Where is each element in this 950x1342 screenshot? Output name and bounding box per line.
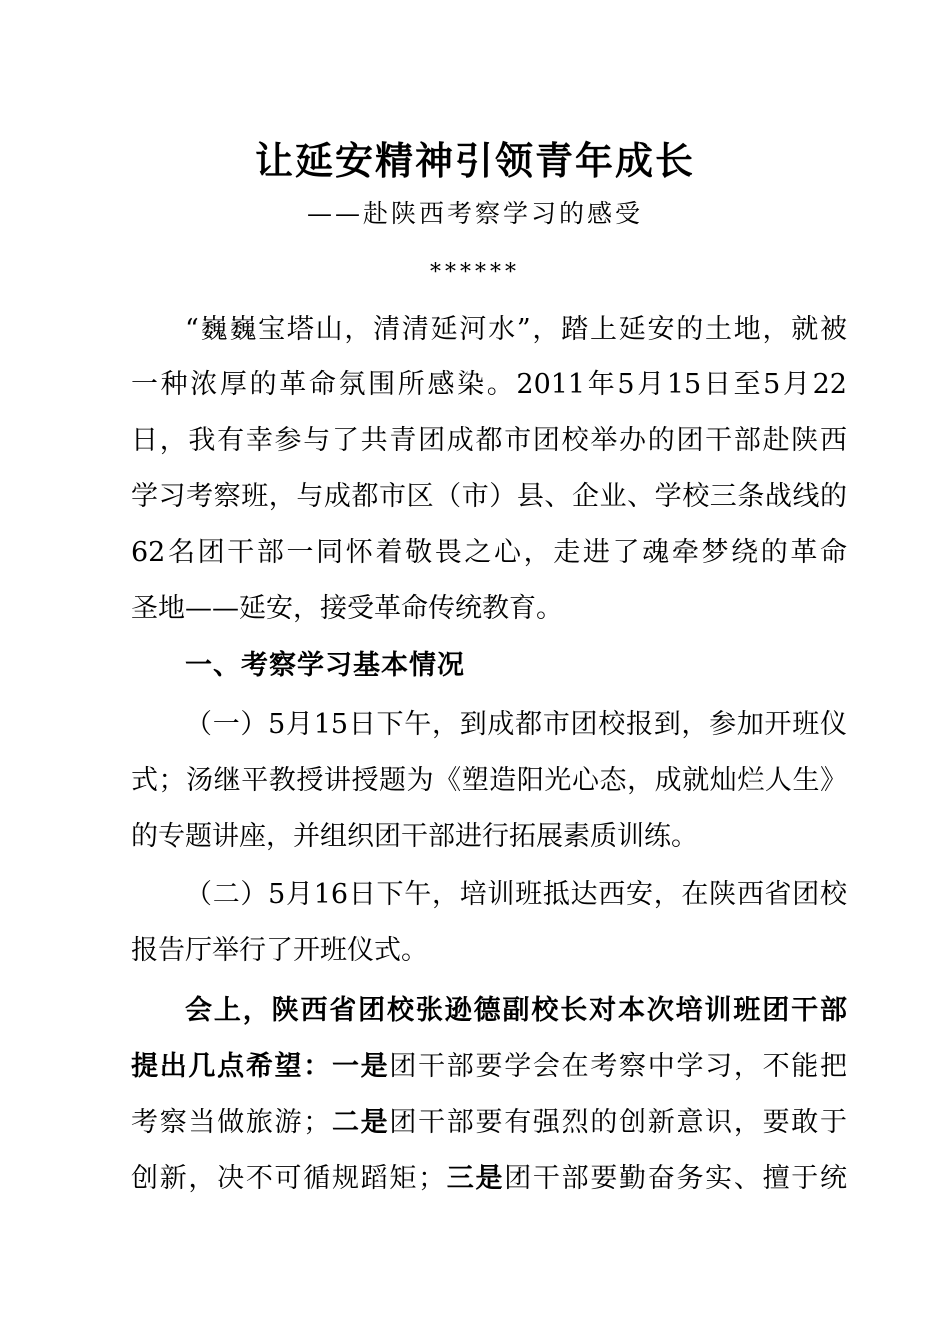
paragraph-line: 62名团干部一同怀着敬畏之心，走进了魂牵梦绕的革命 (131, 537, 847, 568)
paragraph-line: 报告厅举行了开班仪式。 (131, 935, 428, 966)
document-title: 让延安精神引领青年成长 (254, 139, 695, 183)
paragraph-line: 的专题讲座，并组织团干部进行拓展素质训练。 (131, 821, 698, 852)
paragraph-line (131, 1044, 847, 1090)
text-span: 团干部要有强烈的创新意识，要敢于 (389, 1107, 847, 1138)
text-span: 团干部要勤奋务实、擅于统 (504, 1163, 848, 1194)
text-span: 创新，决不可循规蹈矩； (131, 1163, 446, 1194)
paragraph-line: 学习考察班，与成都市区（市）县、企业、学校三条战线的 (131, 481, 847, 512)
bold-text: 提出几点希望：一是 (131, 1051, 390, 1082)
paragraph-line: 会上，陕西省团校张逊德副校长对本次培训班团干部 (185, 995, 847, 1026)
paragraph-line: （一）5月15日下午，到成都市团校报到，参加开班仪 (185, 709, 847, 740)
paragraph-line: 圣地——延安，接受革命传统教育。 (131, 593, 563, 624)
section-heading: 一、考察学习基本情况 (185, 650, 465, 681)
bold-text: 二是 (330, 1107, 390, 1138)
text-span: 考察当做旅游； (131, 1107, 331, 1138)
paragraph-line (131, 1156, 847, 1202)
paragraph-line: 式；汤继平教授讲授题为《塑造阳光心态，成就灿烂人生》 (131, 765, 847, 796)
author-placeholder: ****** (430, 260, 520, 285)
paragraph-line: “巍巍宝塔山，清清延河水”，踏上延安的土地，就被 (185, 314, 847, 345)
paragraph-line: 日，我有幸参与了共青团成都市团校举办的团干部赴陕西 (131, 425, 847, 456)
paragraph-line: （二）5月16日下午，培训班抵达西安，在陕西省团校 (185, 879, 847, 910)
paragraph-line (131, 1100, 847, 1146)
text-span: 团干部要学会在考察中学习，不能把 (389, 1051, 847, 1082)
paragraph-line: 一种浓厚的革命氛围所感染。2011年5月15日至5月22 (131, 369, 847, 400)
document-subtitle: ——赴陕西考察学习的感受 (306, 199, 643, 228)
bold-text: 三是 (445, 1163, 505, 1194)
